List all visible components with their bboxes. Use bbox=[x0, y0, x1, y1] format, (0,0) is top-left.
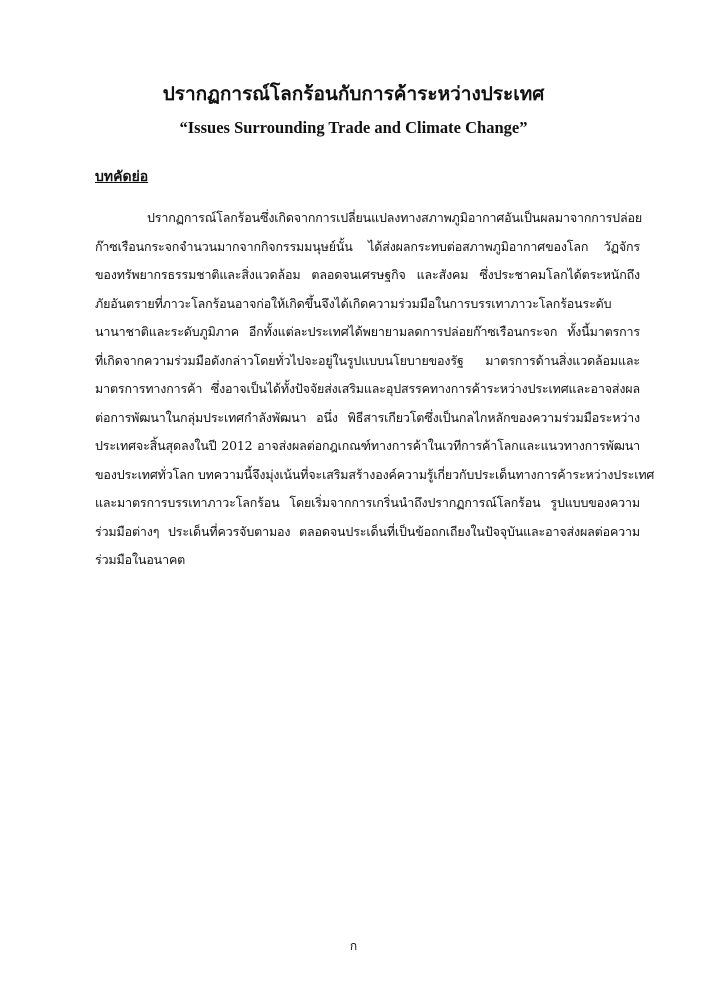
abstract-line: ภัยอันตรายที่ภาวะโลกร้อนอาจก่อให้เกิดขึ้นจึงได้เกิดความร่วมมือในการบรรเทาภาวะโลกร้อนระดับ bbox=[95, 295, 612, 311]
page-number: ก bbox=[349, 939, 358, 953]
abstract-line: ต่อการพัฒนาในกลุ่มประเทศกำลังพัฒนา อนึ่ง พิธีสารเกียวโตซึ่งเป็นกลไกหลักของความร่วมมือระหว่าง bbox=[95, 409, 640, 425]
abstract-line: ของประเทศทั่วโลก บทความนี้จึงมุ่งเน้นที่จะเสริมสร้างองค์ความรู้เกี่ยวกับประเด็นทางการค้าระหว่างประเทศ bbox=[95, 466, 655, 482]
abstract-line: ก๊าซเรือนกระจกจำนวนมากจากกิจกรรมมนุษย์นั้น ได้ส่งผลกระทบต่อสภาพภูมิอากาศของโลก วัฏจักร bbox=[95, 238, 640, 254]
abstract-heading: บทคัดย่อ bbox=[95, 169, 149, 185]
abstract-body bbox=[95, 204, 655, 575]
abstract-line: ร่วมมือในอนาคต bbox=[95, 552, 186, 567]
document-subtitle: “Issues Surrounding Trade and Climate Change” bbox=[179, 118, 528, 137]
abstract-line: มาตรการทางการค้า ซึ่งอาจเป็นได้ทั้งปัจจัยส่งเสริมและอุปสรรคทางการค้าระหว่างประเทศและอาจส่งผล bbox=[95, 381, 640, 396]
abstract-line: ประเทศจะสิ้นสุดลงในปี 2012 อาจส่งผลต่อกฎเกณฑ์ทางการค้าในเวทีการค้าโลกและแนวทางการพัฒนา bbox=[95, 438, 640, 453]
abstract-line: และมาตรการบรรเทาภาวะโลกร้อน โดยเริ่มจากการเกริ่นนำถึงปรากฏการณ์โลกร้อน รูปแบบของความ bbox=[95, 495, 640, 510]
abstract-line: ที่เกิดจากความร่วมมือดังกล่าวโดยทั่วไปจะอยู่ในรูปแบบนโยบายของรัฐ มาตรการด้านสิ่งแวดล้อมและ bbox=[95, 352, 640, 368]
document-title: ปรากฏการณ์โลกร้อนกับการค้าระหว่างประเทศ bbox=[162, 83, 545, 105]
abstract-line: ของทรัพยากรธรรมชาติและสิ่งแวดล้อม ตลอดจนเศรษฐกิจ และสังคม ซึ่งประชาคมโลกได้ตระหนักถึง bbox=[95, 267, 640, 282]
abstract-line: ปรากฏการณ์โลกร้อนซึ่งเกิดจากการเปลี่ยนแปลงทางสภาพภูมิอากาศอันเป็นผลมาจากการปล่อย bbox=[147, 210, 642, 225]
abstract-line: นานาชาติและระดับภูมิภาค อีกทั้งแต่ละประเทศได้พยายามลดการปล่อยก๊าซเรือนกระจก ทั้งนี้มาตรการ bbox=[95, 324, 640, 339]
abstract-line: ร่วมมือต่างๆ ประเด็นที่ควรจับตามอง ตลอดจนประเด็นที่เป็นข้อถกเถียงในปัจจุบันและอาจส่งผลต่อความ bbox=[95, 523, 640, 539]
